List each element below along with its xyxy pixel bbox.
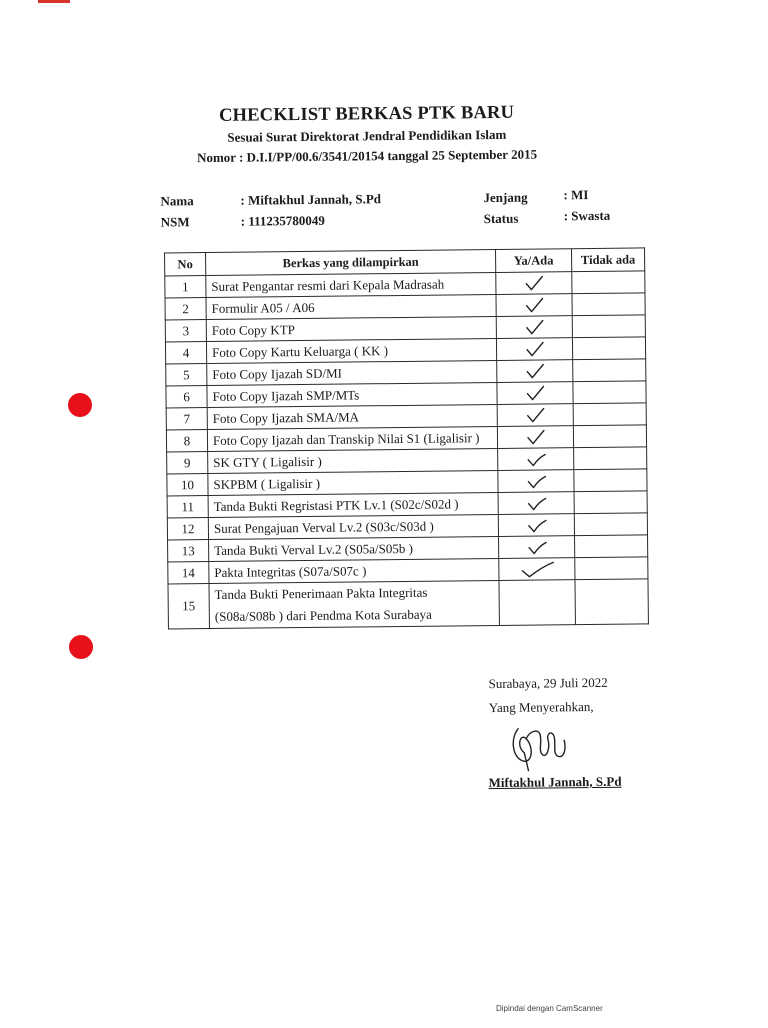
row-item: SK GTY ( Ligalisir )	[208, 448, 498, 473]
submitted-by-label: Yang Menyerahkan,	[488, 698, 594, 716]
row-number: 3	[165, 320, 206, 342]
document-subtitle: Sesuai Surat Direktorat Jendral Pendidikan Islam	[227, 126, 507, 145]
check-icon	[524, 428, 546, 446]
row-ya-cell	[498, 514, 574, 537]
row-number: 4	[165, 342, 206, 364]
row-ya-cell	[496, 272, 572, 295]
row-tidak-cell	[572, 293, 645, 316]
header-tidak: Tidak ada	[572, 248, 645, 272]
row-item: Tanda Bukti Regristasi PTK Lv.1 (S02c/S02d )	[208, 492, 498, 517]
row-item: Foto Copy KTP	[206, 316, 496, 341]
row-tidak-cell	[572, 337, 645, 360]
row-number: 6	[166, 386, 207, 408]
row-number: 11	[167, 496, 208, 518]
check-icon	[525, 516, 547, 534]
row-tidak-cell	[575, 557, 648, 580]
table-row	[168, 579, 648, 629]
status-label: Status	[483, 210, 519, 227]
row-ya-cell	[499, 558, 575, 581]
header-item: Berkas yang dilampirkan	[206, 249, 496, 275]
row-tidak-cell	[573, 359, 646, 382]
row-item-line: Tanda Bukti Penerimaan Pakta Integritas	[214, 584, 428, 602]
row-tidak-cell	[572, 271, 645, 294]
checklist-rows	[165, 271, 649, 629]
check-icon	[525, 494, 547, 512]
row-item: Surat Pengajuan Verval Lv.2 (S03c/S03d )	[208, 514, 498, 539]
row-number: 9	[167, 452, 208, 474]
jenjang-label: Jenjang	[483, 189, 528, 206]
row-number: 15	[168, 584, 209, 629]
row-item: Pakta Integritas (S07a/S07c )	[209, 558, 499, 583]
check-icon	[524, 384, 546, 402]
row-ya-cell	[497, 382, 573, 405]
row-ya-cell	[497, 360, 573, 383]
row-number: 12	[167, 518, 208, 540]
row-number: 1	[165, 276, 206, 298]
signer-name: Miftakhul Jannah, S.Pd	[488, 773, 622, 791]
row-ya-cell	[496, 294, 572, 317]
row-tidak-cell	[572, 315, 645, 338]
row-number: 7	[166, 408, 207, 430]
signature-icon	[508, 720, 571, 777]
row-item: Formulir A05 / A06	[206, 294, 496, 319]
row-item-line: (S08a/S08b ) dari Pendma Kota Surabaya	[214, 606, 432, 624]
row-item: Foto Copy Ijazah SMA/MA	[207, 404, 497, 429]
row-ya-cell	[498, 448, 574, 471]
check-icon	[525, 472, 547, 490]
row-tidak-cell	[575, 535, 648, 558]
row-item: Foto Copy Ijazah SD/MI	[207, 360, 497, 385]
nama-label: Nama	[160, 193, 194, 209]
row-ya-cell	[498, 492, 574, 515]
row-number: 8	[166, 430, 207, 452]
check-icon	[523, 296, 545, 314]
status-value: : Swasta	[563, 207, 611, 224]
check-icon	[523, 274, 545, 292]
row-item: Surat Pengantar resmi dari Kepala Madrasah	[206, 272, 496, 297]
document-reference: Nomor : D.I.I/PP/00.6/3541/20154 tanggal 25 September 2015	[196, 146, 538, 166]
jenjang-value: : MI	[563, 187, 589, 203]
nsm-label: NSM	[160, 214, 190, 230]
row-number: 5	[166, 364, 207, 386]
header-ya: Ya/Ada	[496, 249, 572, 273]
checklist-table	[164, 247, 649, 629]
row-ya-cell	[496, 316, 572, 339]
check-icon	[526, 538, 548, 556]
row-number: 10	[167, 474, 208, 496]
check-icon	[519, 560, 555, 578]
row-tidak-cell	[573, 425, 646, 448]
row-item	[209, 580, 499, 628]
row-item: Foto Copy Ijazah SMP/MTs	[207, 382, 497, 407]
row-number: 2	[165, 298, 206, 320]
row-item: Tanda Bukti Verval Lv.2 (S05a/S05b )	[209, 536, 499, 561]
row-number: 14	[168, 562, 209, 584]
check-icon	[523, 340, 545, 358]
row-ya-cell	[497, 426, 573, 449]
nsm-value: : 111235780049	[240, 212, 325, 229]
row-item: Foto Copy Ijazah dan Transkip Nilai S1 (Ligalisir )	[207, 426, 497, 451]
row-item: Foto Copy Kartu Keluarga ( KK )	[206, 338, 496, 363]
row-ya-cell	[496, 338, 572, 361]
row-number: 13	[168, 540, 209, 562]
check-icon	[524, 406, 546, 424]
check-icon	[525, 450, 547, 468]
row-tidak-cell	[574, 469, 647, 492]
row-ya-cell	[499, 580, 575, 626]
row-tidak-cell	[573, 381, 646, 404]
check-icon	[523, 318, 545, 336]
header-no: No	[165, 253, 206, 276]
row-tidak-cell	[574, 513, 647, 536]
row-ya-cell	[499, 536, 575, 559]
row-ya-cell	[498, 470, 574, 493]
row-tidak-cell	[573, 403, 646, 426]
document-title: CHECKLIST BERKAS PTK BARU	[218, 102, 515, 126]
row-ya-cell	[497, 404, 573, 427]
row-tidak-cell	[574, 491, 647, 514]
row-tidak-cell	[575, 579, 648, 625]
scanner-watermark: Dipindai dengan CamScanner	[496, 1004, 603, 1013]
nama-value: : Miftakhul Jannah, S.Pd	[240, 191, 382, 208]
row-item: SKPBM ( Ligalisir )	[208, 470, 498, 495]
place-date: Surabaya, 29 Juli 2022	[488, 674, 608, 692]
row-tidak-cell	[574, 447, 647, 470]
check-icon	[524, 362, 546, 380]
